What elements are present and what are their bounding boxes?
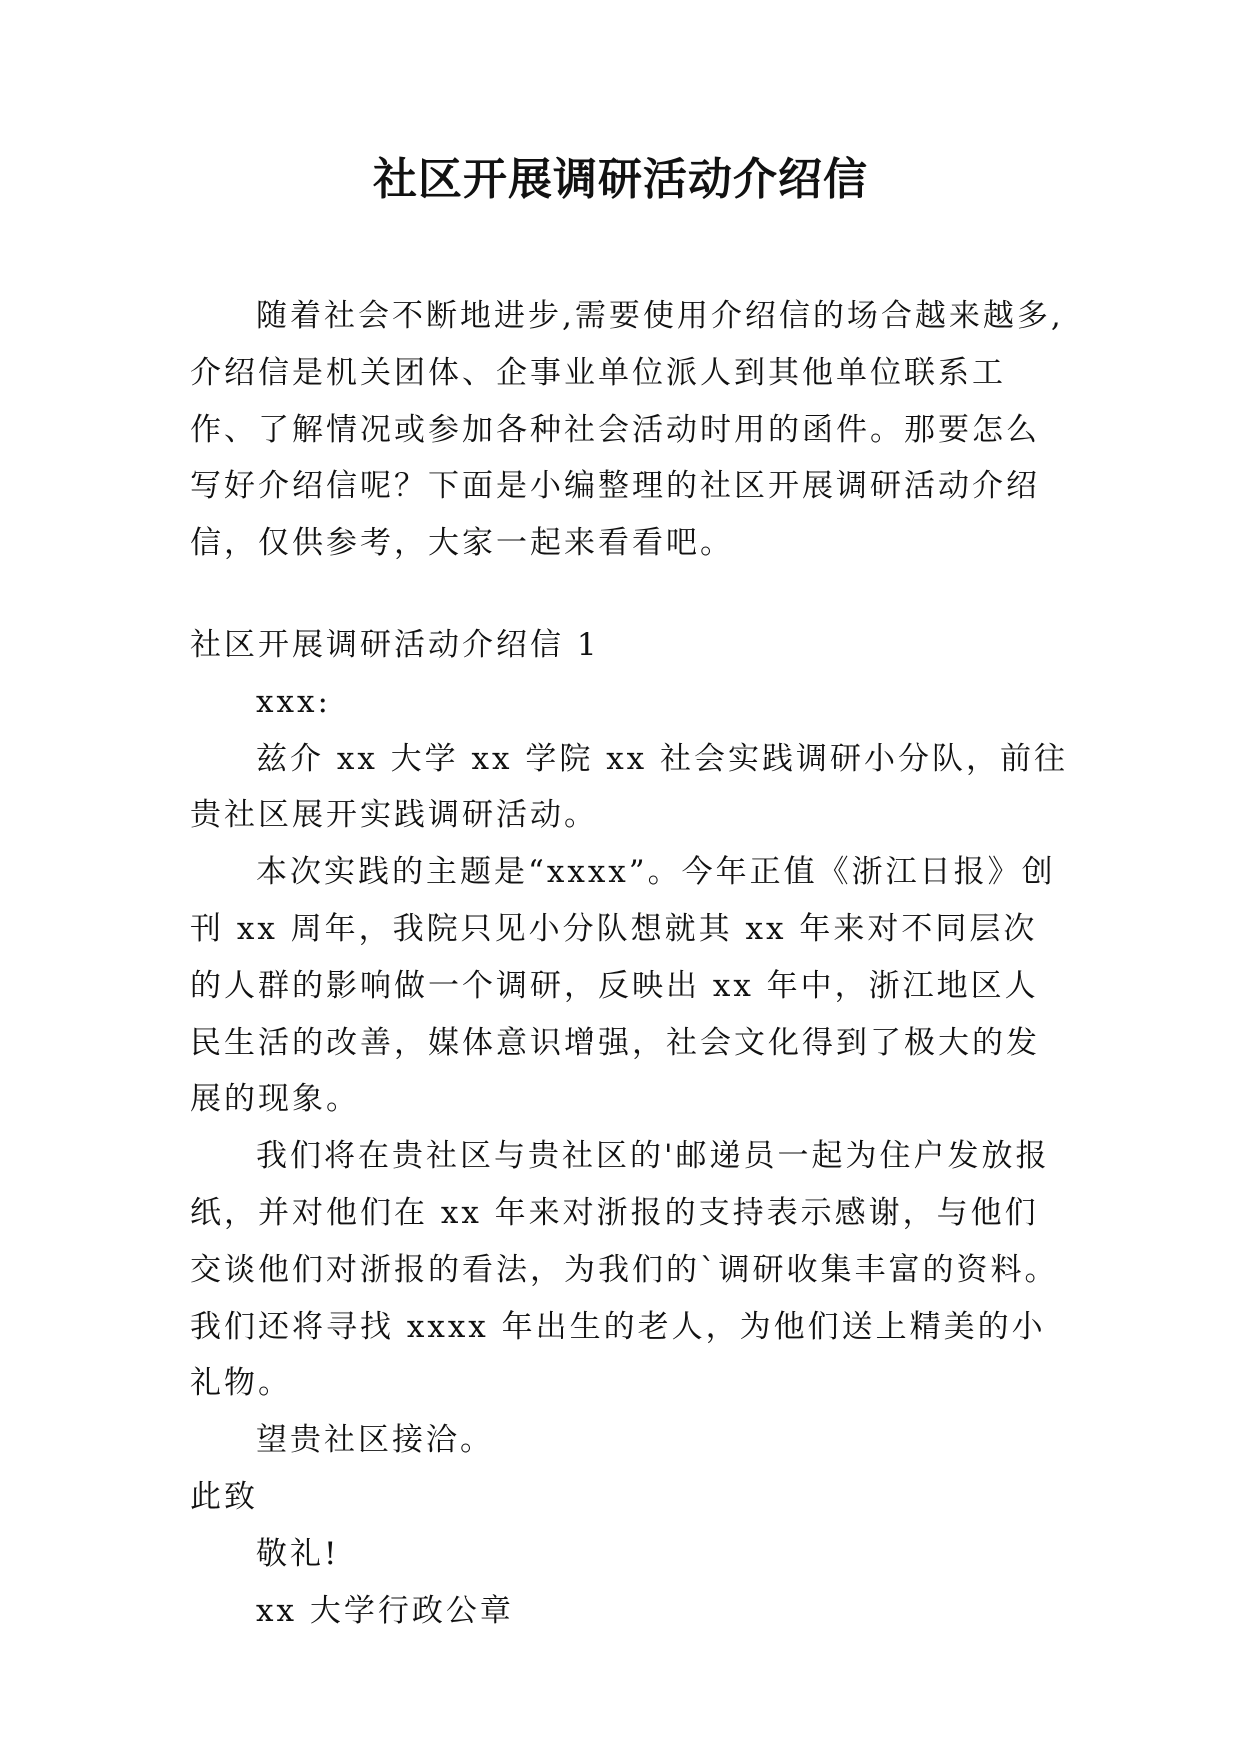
intro-paragraph: 随着社会不断地进步,需要使用介绍信的场合越来越多,介绍信是机关团体、企事业单位派人到其他单位联系工作、了解情况或参加各种社会活动时用的函件。那要怎么写好介绍信呢？下面是小编整理的社区开展调研活动介绍信，仅供参考，大家一起来看看吧。 [190,298,1064,562]
letter-paragraph: 望贵社区接洽。 [256,1422,494,1459]
document-title: 社区开展调研活动介绍信 [373,154,868,205]
letter-paragraph: 本次实践的主题是“xxxx”。今年正值《浙江日报》创刊 xx 周年，我院只见小分队想就其 xx 年来对不同层次的人群的影响做一个调研，反映出 xx 年中，浙江地区人民生活的改善，媒体意识增强，社会文化得到了极大的发展的现象。 [190,854,1056,1118]
section-spacer [190,572,1070,617]
letter-paragraph: 兹介 xx 大学 xx 学院 xx 社会实践调研小分队，前往贵社区展开实践调研活动。 [190,740,1069,834]
letter-regards: 敬礼! [256,1535,340,1572]
letter-paragraph: 我们将在贵社区与贵社区的'邮递员一起为住户发放报纸，并对他们在 xx 年来对浙报的支持表示感谢，与他们交谈他们对浙报的看法，为我们的`调研收集丰富的资料。我们还将寻找 xxxx 年出生的老人，为他们送上精美的小礼物。 [190,1138,1059,1402]
letter-signature: xx 大学行政公章 [256,1592,514,1629]
document-body [190,288,1070,1639]
section-heading: 社区开展调研活动介绍信 1 [190,626,600,663]
letter-salutation: xxx: [256,683,331,720]
letter-closing: 此致 [190,1478,258,1515]
